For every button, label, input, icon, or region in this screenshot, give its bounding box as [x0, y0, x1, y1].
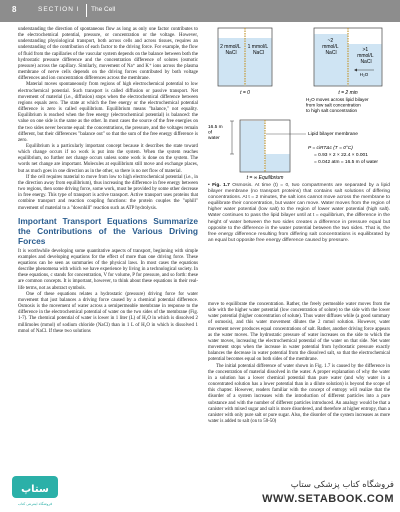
- logo-subtext: فروشگاه اینترنتی کتاب: [17, 502, 53, 506]
- panel-b-left-label: ~2: [327, 38, 334, 44]
- store-title: فروشگاه کتاب پزشکی ستاپ: [290, 480, 394, 490]
- panel-a: [218, 28, 272, 96]
- left-column: [18, 27, 198, 335]
- panel-c-height-label: 16.5 m: [208, 125, 223, 130]
- osmotic-equation: P = ciRTΔc (T = 0°C): [308, 146, 353, 151]
- panel-c: [208, 120, 378, 181]
- page-number: 8: [12, 5, 17, 14]
- panel-b-time: t = 2 min: [338, 90, 358, 96]
- section-heading: Important Transport Equations Summarize the Contributions of the Various Driving Forces: [18, 215, 198, 246]
- panel-b-left-label: NaCl: [325, 50, 337, 56]
- body-paragraph: Equilibrium is a particularly important concept because it describes the state toward which change occurs if no work is put into the system. When the system reaches equilibrium, no further net change occurs unless some work is done on the system. The words net change are important. Molecules at equilibrium still move and exchange places, but as much goes in one direction as in the other, so there is no net flow of material.: [18, 143, 198, 174]
- figure-caption: [208, 183, 390, 244]
- body-paragraph: move to equilibrate the concentration. Rather, the freely permeable water moves from the side with the higher water potential (low concentration of solute) to the side with the lower water potential (higher concentration of solute). Thus water diffuses while (a good summary of osmosis), and this water movement dilutes the 2 mmol solution. However, water movement never produces equal concentrations of salt. Rather, another driving force appears as the water moves. The hydrostatic pressure of water increases on the side to which the water moves, increasing the electrochemical potential of the water on that side. Net water movement stops when the increase in water potential from hydrostatic pressure exactly balances the decrease in water potential from the dissolved salt, so that the electrochemical potential becomes equal on both sides of the membrane.: [208, 302, 390, 363]
- body-paragraph: The initial potential difference of water shown in Fig. 1.7 is caused by the difference in the concentration of material dissolved in the water. A proper explanation of why the water in a solution has a lower chemical potential than pure water (and why water in a concentrated solution has a lower potential than in a dilute solution) is beyond the scope of this chapter. However, readers familiar with the concept of entropy will realize that the disorder of a system increases with the introduction of different particles into a pure substance and with the number of different particles introduced. An analogy would be that a canister with mixed sugar and salt is more disordered, and therefore at higher entropy, than a canister with only pure salt or pure sugar. Also, the disorder of the system increases as more water is added to salt (on to 50-50): [208, 363, 390, 424]
- panel-c-time: t = ∞ Equilibrium: [246, 175, 284, 181]
- bilayer-label: Lipid bilayer membrane: [308, 132, 358, 137]
- header-divider: [86, 4, 87, 17]
- panel-c-height-label: water: [208, 136, 220, 141]
- right-column: [208, 302, 390, 425]
- body-paragraph: Material moves spontaneously from regions of high electrochemical potential to low electrochemical potential. Such transport is called diffusion or passive transport. Net movement of material (i.e., diffusion) stops when the electrochemical difference between regions equals zero. The state at which the free energy or the electrochemical potential difference is zero is called equilibrium. Equilibrium means "balance," not equality. Equilibrium is reached when the free energy (electrochemical potential) is balanced: the value on one side is the same as the other. In most cases the source of the free energies on the two sides never become equal: the concentrations, the pressure, and the voltages remain different, but their differences "balance out" so that the sum of the free energy difference is zero.: [18, 82, 198, 143]
- body-paragraph: One of these equations relates a hydrostatic (pressure) driving force for water movement that just balances a driving force caused by a chemical potential difference. Osmosis is the movement of water across a semipermeable membrane in response to the difference in the electrochemical potential of water on the two sides of the membrane (Fig. 1-7). The chemical potential of water is lower in 1 liter (L) of H₂O in which is dissolved 2 millimoles (mmol) of sodium chloride (NaCl) than in 1 L of H₂O in which is dissolved 1 mmol of NaCl. If these two solutions: [18, 291, 198, 334]
- section-title: The Cell: [91, 6, 116, 13]
- osmotic-equation: = 0.042 atm = 16.5 m of water: [314, 160, 378, 165]
- body-paragraph: If the cell requires material to move from low to high electrochemical potential (i.e., in the direction away from equilibrium), thus increasing the difference in free energy between two regions, then some driving force, some work, must be provided by some other decrease in free energy. This type of transport is active transport. Active transport uses proteins that combine transport and reaction coupling functions: the protein couples the "uphill" movement of material to a "downhill" reaction such as ATP hydrolysis.: [18, 174, 198, 211]
- panel-b-right-label: mmol/L: [357, 53, 374, 59]
- logo-text: ستاپ: [21, 484, 49, 495]
- panel-a-right-label: NaCl: [252, 50, 265, 56]
- panel-a-right-label: 1 mmol/L: [247, 44, 268, 50]
- svg-text:H₂O moves across lipid bilayer: [306, 97, 370, 113]
- svg-text:16.5 m of water: [208, 124, 224, 141]
- osmotic-equation: = 0.93 × 2 × 22.4 × 0.001: [314, 153, 368, 158]
- panel-b: [306, 28, 382, 113]
- panel-a-left-label: 2 mmol/L: [220, 44, 241, 50]
- panel-b-right-label: NaCl: [360, 59, 372, 65]
- panel-a-time: t = 0: [240, 90, 250, 96]
- osmosis-figure: [206, 24, 394, 182]
- panel-b-h2o: H₂O: [359, 72, 369, 77]
- figure-label: • Fig. 1.7: [208, 183, 230, 188]
- panel-a-left-label: NaCl: [225, 50, 237, 56]
- body-paragraph: It is worthwhile developing some quantitative aspects of transport, beginning with simple examples and developing equations for the effect of more than one driving force. These equations can be seen as summaries of the physical laws. In most cases the equations describe phenomena with which we have experience by living in a technological society. In these equations, c stands for concentration, V for volume, P for pressure, and so forth: these are common concepts. It is important, however, to think about these equations in their real-life terms, not as abstract symbols.: [18, 248, 198, 291]
- figure-caption-text: Osmosis. At time (t) = 0, two compartments are separated by a lipid bilayer membrane (no transport proteins) that contains salt solutions of differing concentrations. At t = 2 minutes, the salt ions cannot move across the membrane to equilibrate their concentration, but water can move. Water moves from the region of higher water potential (low salt) to the region of lower water potential (high salt). Water continues to pass the lipid bilayer until at t = equilibrium, the difference in the height of water between the two sides creates a difference in pressure equal but opposite to the difference in the water potential between the two sides. That is, the free energy difference resulting from differing salt concentrations is equilibrated by an equal but opposite free energy difference caused by pressure.: [208, 183, 391, 243]
- panel-b-left-label: mmol/L: [322, 44, 339, 50]
- running-header: [0, 0, 400, 22]
- panel-b-caption: from low salt concentration: [306, 102, 361, 108]
- panel-c-height-label: of: [208, 130, 213, 136]
- panel-b-caption: to high salt concentration: [306, 108, 358, 113]
- body-paragraph: understanding the direction of spontaneous flow as long as only one factor contributes to the electrochemical potential, pressure, or concentration or the voltage. However, understanding physiological transport, both across cells and across tissues, requires an understanding of the contribution of each factor to the driving force. For example, the flow of fluid from the capillaries of the vascular system depends on the balance between both the hydrostatic pressure difference and the concentration difference of solutes (osmotic pressure) across the capillary. Similarly, movement of Na⁺ and K⁺ ions across the plasma membrane of nerve cells depends on the driving forces contributed by both voltage differences and ion concentration differences across the membrane.: [18, 27, 198, 82]
- section-label: SECTION I: [38, 6, 80, 13]
- panel-b-caption: H₂O moves across lipid bilayer: [306, 97, 369, 102]
- panel-b-right-label: >1: [362, 47, 369, 53]
- store-url[interactable]: WWW.SETABOOK.COM: [262, 493, 394, 505]
- setab-logo: [10, 472, 60, 508]
